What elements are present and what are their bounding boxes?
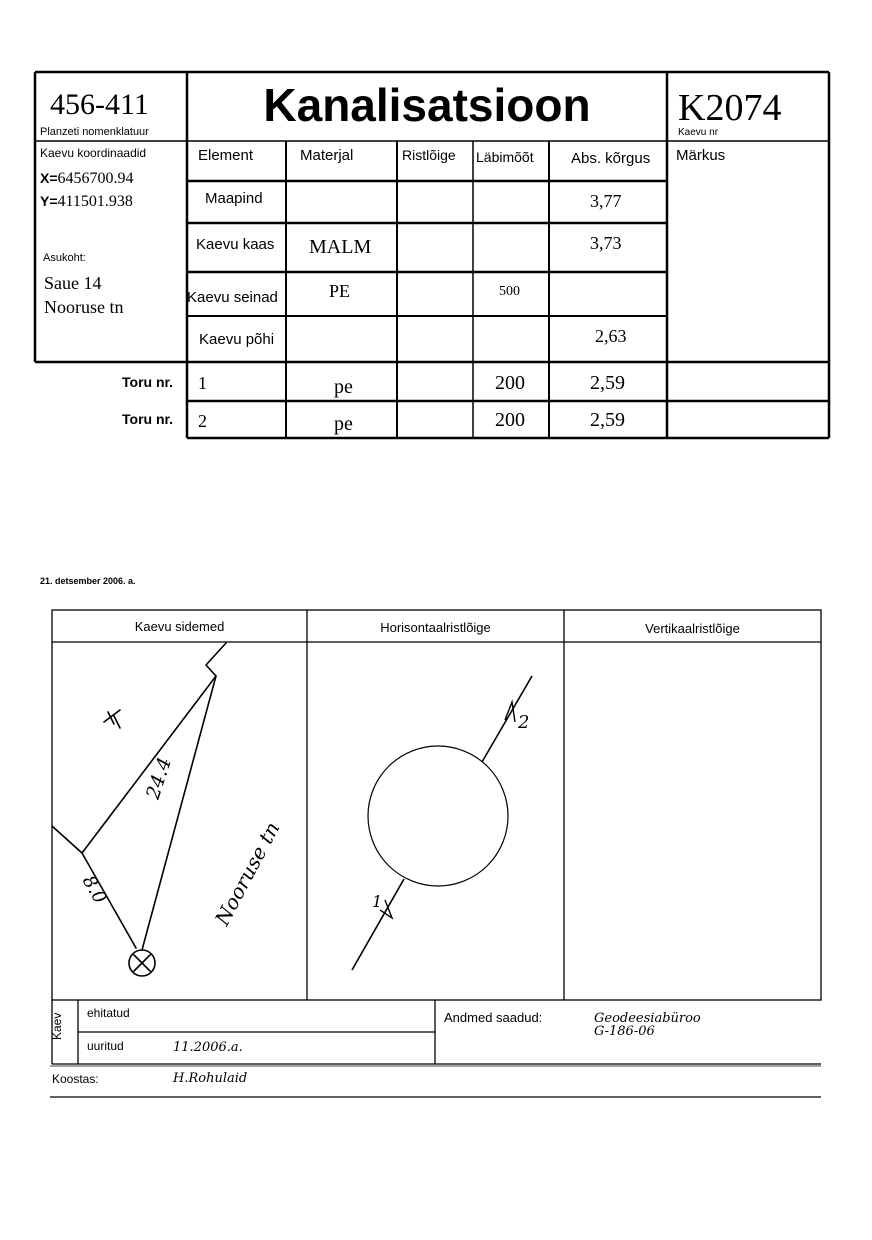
page-title: Kanalisatsioon bbox=[263, 79, 591, 131]
panel-connections-title: Kaevu sidemed bbox=[134, 619, 225, 634]
x-coordinate: X=6456700.94 bbox=[40, 170, 134, 187]
pipe-number: 1 bbox=[198, 373, 207, 393]
pipe-elevation: 2,59 bbox=[590, 409, 625, 431]
distance-label: 24.4 bbox=[142, 754, 176, 802]
y-coordinate: Y=411501.938 bbox=[40, 193, 133, 210]
row-material: MALM bbox=[309, 236, 372, 258]
well-connections-sketch bbox=[52, 643, 226, 976]
panel-vertical-title: Vertikaalristlõige bbox=[645, 621, 740, 636]
pipe-elevation: 2,59 bbox=[590, 372, 625, 394]
location-line-2: Nooruse tn bbox=[44, 297, 124, 317]
row-material: PE bbox=[329, 281, 351, 301]
row-diameter: 500 bbox=[499, 284, 520, 299]
pipe-label: Toru nr. bbox=[122, 374, 174, 390]
row-element: Kaevu kaas bbox=[196, 236, 275, 253]
sheet-number: 456-411 bbox=[50, 88, 149, 121]
data-from-line-2: G-186-06 bbox=[594, 1024, 655, 1039]
pipe-diameter: 200 bbox=[495, 372, 525, 394]
col-diameter: Läbimõõt bbox=[476, 149, 534, 165]
horizontal-section-drawing bbox=[352, 676, 532, 970]
built-label: ehitatud bbox=[87, 1006, 130, 1020]
compiled-label: Koostas: bbox=[52, 1072, 99, 1086]
street-label: Nooruse tn bbox=[210, 817, 285, 930]
data-from-label: Andmed saadud: bbox=[444, 1010, 543, 1025]
well-number: K2074 bbox=[678, 87, 782, 129]
well-number-label: Kaevu nr bbox=[678, 127, 719, 138]
col-material: Materjal bbox=[300, 147, 354, 164]
surveyed-label: uuritud bbox=[87, 1039, 124, 1053]
col-section: Ristlõige bbox=[402, 147, 456, 163]
pipe-diameter: 200 bbox=[495, 409, 525, 431]
col-notes: Märkus bbox=[676, 147, 726, 164]
location-label: Asukoht: bbox=[43, 252, 86, 264]
well-circle bbox=[368, 746, 508, 886]
data-from-line-1: Geodeesiabüroo bbox=[594, 1011, 701, 1026]
coordinates-label: Kaevu koordinaadid bbox=[40, 146, 147, 160]
row-elevation: 2,63 bbox=[595, 326, 627, 346]
distance-label: 8.0 bbox=[77, 872, 111, 908]
row-elevation: 3,73 bbox=[590, 233, 622, 253]
surveyed-value: 11.2006.a. bbox=[173, 1040, 243, 1055]
well-side-label: Kaev bbox=[50, 1012, 64, 1040]
row-element: Kaevu seinad bbox=[187, 289, 278, 306]
pipe-in-label: 1 bbox=[372, 892, 383, 911]
compiled-value: H.Rohulaid bbox=[173, 1071, 248, 1086]
col-element: Element bbox=[198, 147, 254, 164]
row-element: Kaevu põhi bbox=[199, 331, 275, 348]
pipe-label: Toru nr. bbox=[122, 411, 174, 427]
location-line-1: Saue 14 bbox=[44, 273, 102, 293]
pipe-number: 2 bbox=[198, 411, 207, 431]
panel-horizontal-title: Horisontaalristlõige bbox=[380, 620, 491, 635]
col-elevation: Abs. kõrgus bbox=[571, 150, 651, 167]
pipe-out-label: 2 bbox=[518, 712, 530, 733]
building-outline bbox=[52, 643, 226, 853]
sheet-label: Planzeti nomenklatuur bbox=[40, 126, 149, 138]
pipe-material: pe bbox=[334, 376, 353, 398]
document-date: 21. detsember 2006. a. bbox=[40, 576, 136, 586]
pipe-material: pe bbox=[334, 413, 353, 435]
row-elevation: 3,77 bbox=[590, 191, 622, 211]
row-element: Maapind bbox=[205, 190, 263, 207]
connection-line bbox=[142, 676, 216, 950]
